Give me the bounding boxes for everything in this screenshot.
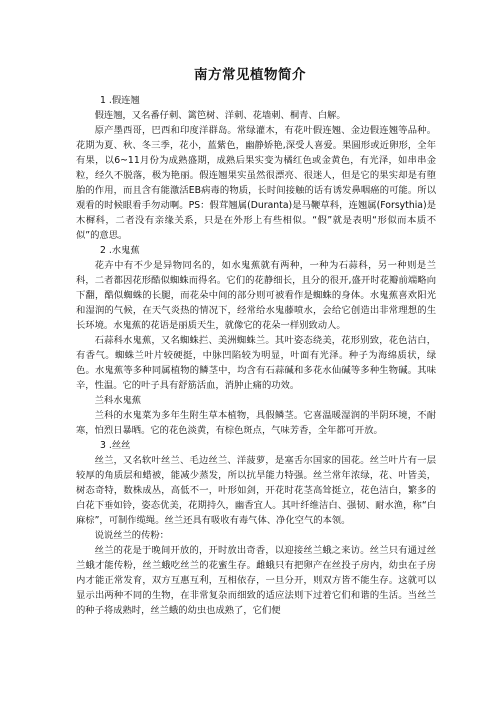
section-heading: 3 .丝丝	[100, 440, 131, 451]
paragraph: 花卉中有不少是异物同名的，如水鬼蕉就有两种，一种为石蒜科，另一种则是兰科，二者都因花形酷似蜘蛛而得名。它们的花静细长，且分的很开,盛开时花瓣前端略向下翻，酷似蜘蛛的长腿，而花朵中间的部分则可被看作是蜘蛛的身体。水鬼蕉喜欢阳光和湿润的气候，在天气炎热的情况下，经常给水鬼藤喷水，会给它创造出非常理想的生长环境。水鬼蕉的花语是丽质天生，就像它的花朵一样别致动人。	[76, 260, 436, 331]
subheading: 兰科水鬼蕉	[94, 395, 142, 406]
paragraph: 假连翘，又名番仔刺、篱笆树、洋刺、花墙刺、桐青、白解。	[94, 110, 346, 121]
paragraph: 丝兰，又名软叶丝兰、毛边丝兰、洋菠萝，是塞舌尔国家的国花。丝兰叶片有一层较厚的角质层和蜡被，能减少蒸发，所以抗旱能力特强。丝兰常年浓绿，花、叶皆美，树态奇特，数株成丛，高低不一，叶形如剑，开花时花茎高耸挺立，花色洁白，繁多的白花下垂如铃，姿态优美，花期持久，幽香宜人。其叶纤维洁白、强韧、耐水渔，称“白麻棕”，可制作缆绳。丝兰还具有吸收有毒气体、净化空气的本领。	[76, 455, 436, 526]
section-heading: 1 .假连翘	[100, 95, 140, 106]
document-body	[76, 93, 436, 618]
paragraph: 原产墨西哥，巴西和印度洋群岛。常绿灌木，有花叶假连翘、金边假连翘等品种。花期为夏、秋、冬三季，花小，蓝紫色，幽静娇艳,深受人喜爱。果圆形或近卵形，全年有果，以6~11月份为成熟盛期，成熟后果实变为橘红色或金黄色，有光泽，如串串金粒，经久不脱落，极为艳丽。假连翘果实虽然很漂亮、很迷人，但是它的果实却是有堕胎的作用，而且含有能激活EB病毒的物质，长时间接触的话有诱发鼻咽癌的可能。所以观看的时候眼看手勿动啊。PS：假茸翘属(Duranta)是马鞭草科，连翘属(Forsythia)是木樨科，二者没有亲缘关系，只是在外形上有些相似。“假”就是表明“形似而本质不似”的意思。	[76, 125, 436, 241]
paragraph: 石蒜科水鬼蕉，又名蜘蛛拦、美洲蜘蛛兰。其叶姿态绕美，花形别致，花色洁白，有香气。蜘蛛兰叶片较硬挺，中脉凹陷较为明显，叶面有光泽。种子为海绵质状，绿色。水鬼蕉等多种同属植物的鳞茎中，均含有石蒜碱和多花水仙碱等多种生物碱。其味辛，性温。它的叶子具有舒筋活血，消肿止痛的功效。	[76, 335, 436, 391]
section-heading: 2 .水鬼蕉	[100, 245, 140, 256]
paragraph: 说说丝兰的传粉：	[94, 530, 169, 541]
paragraph: 兰科的水鬼菜为多年生附生草本植物，具假鳞茎。它喜温暖湿润的半阴环境，不耐寒，怕烈日暴晒。它的花色淡黄，有棕色斑点，气味芳香，全年都可开放。	[76, 410, 436, 436]
document-title: 南方常见植物简介	[194, 67, 306, 83]
paragraph: 丝兰的花是于晚间开放的，开时放出奇香，以迎接丝兰蛾之来访。丝兰只有通过丝兰蛾才能传粉，丝兰蛾吃丝兰的花蜜生存。雌蛾只有把卵产在丝投子房内，幼虫在子房内才能正常发育，双方互惠互利，互相依存，一旦分开，则双方皆不能生存。这就可以显示出两种不同的生物，在非常复杂而细致的适应法则下过着它们和谐的生活。当丝兰的种子将成熟时，丝兰蛾的幼虫也成熟了，它们便	[76, 545, 436, 616]
